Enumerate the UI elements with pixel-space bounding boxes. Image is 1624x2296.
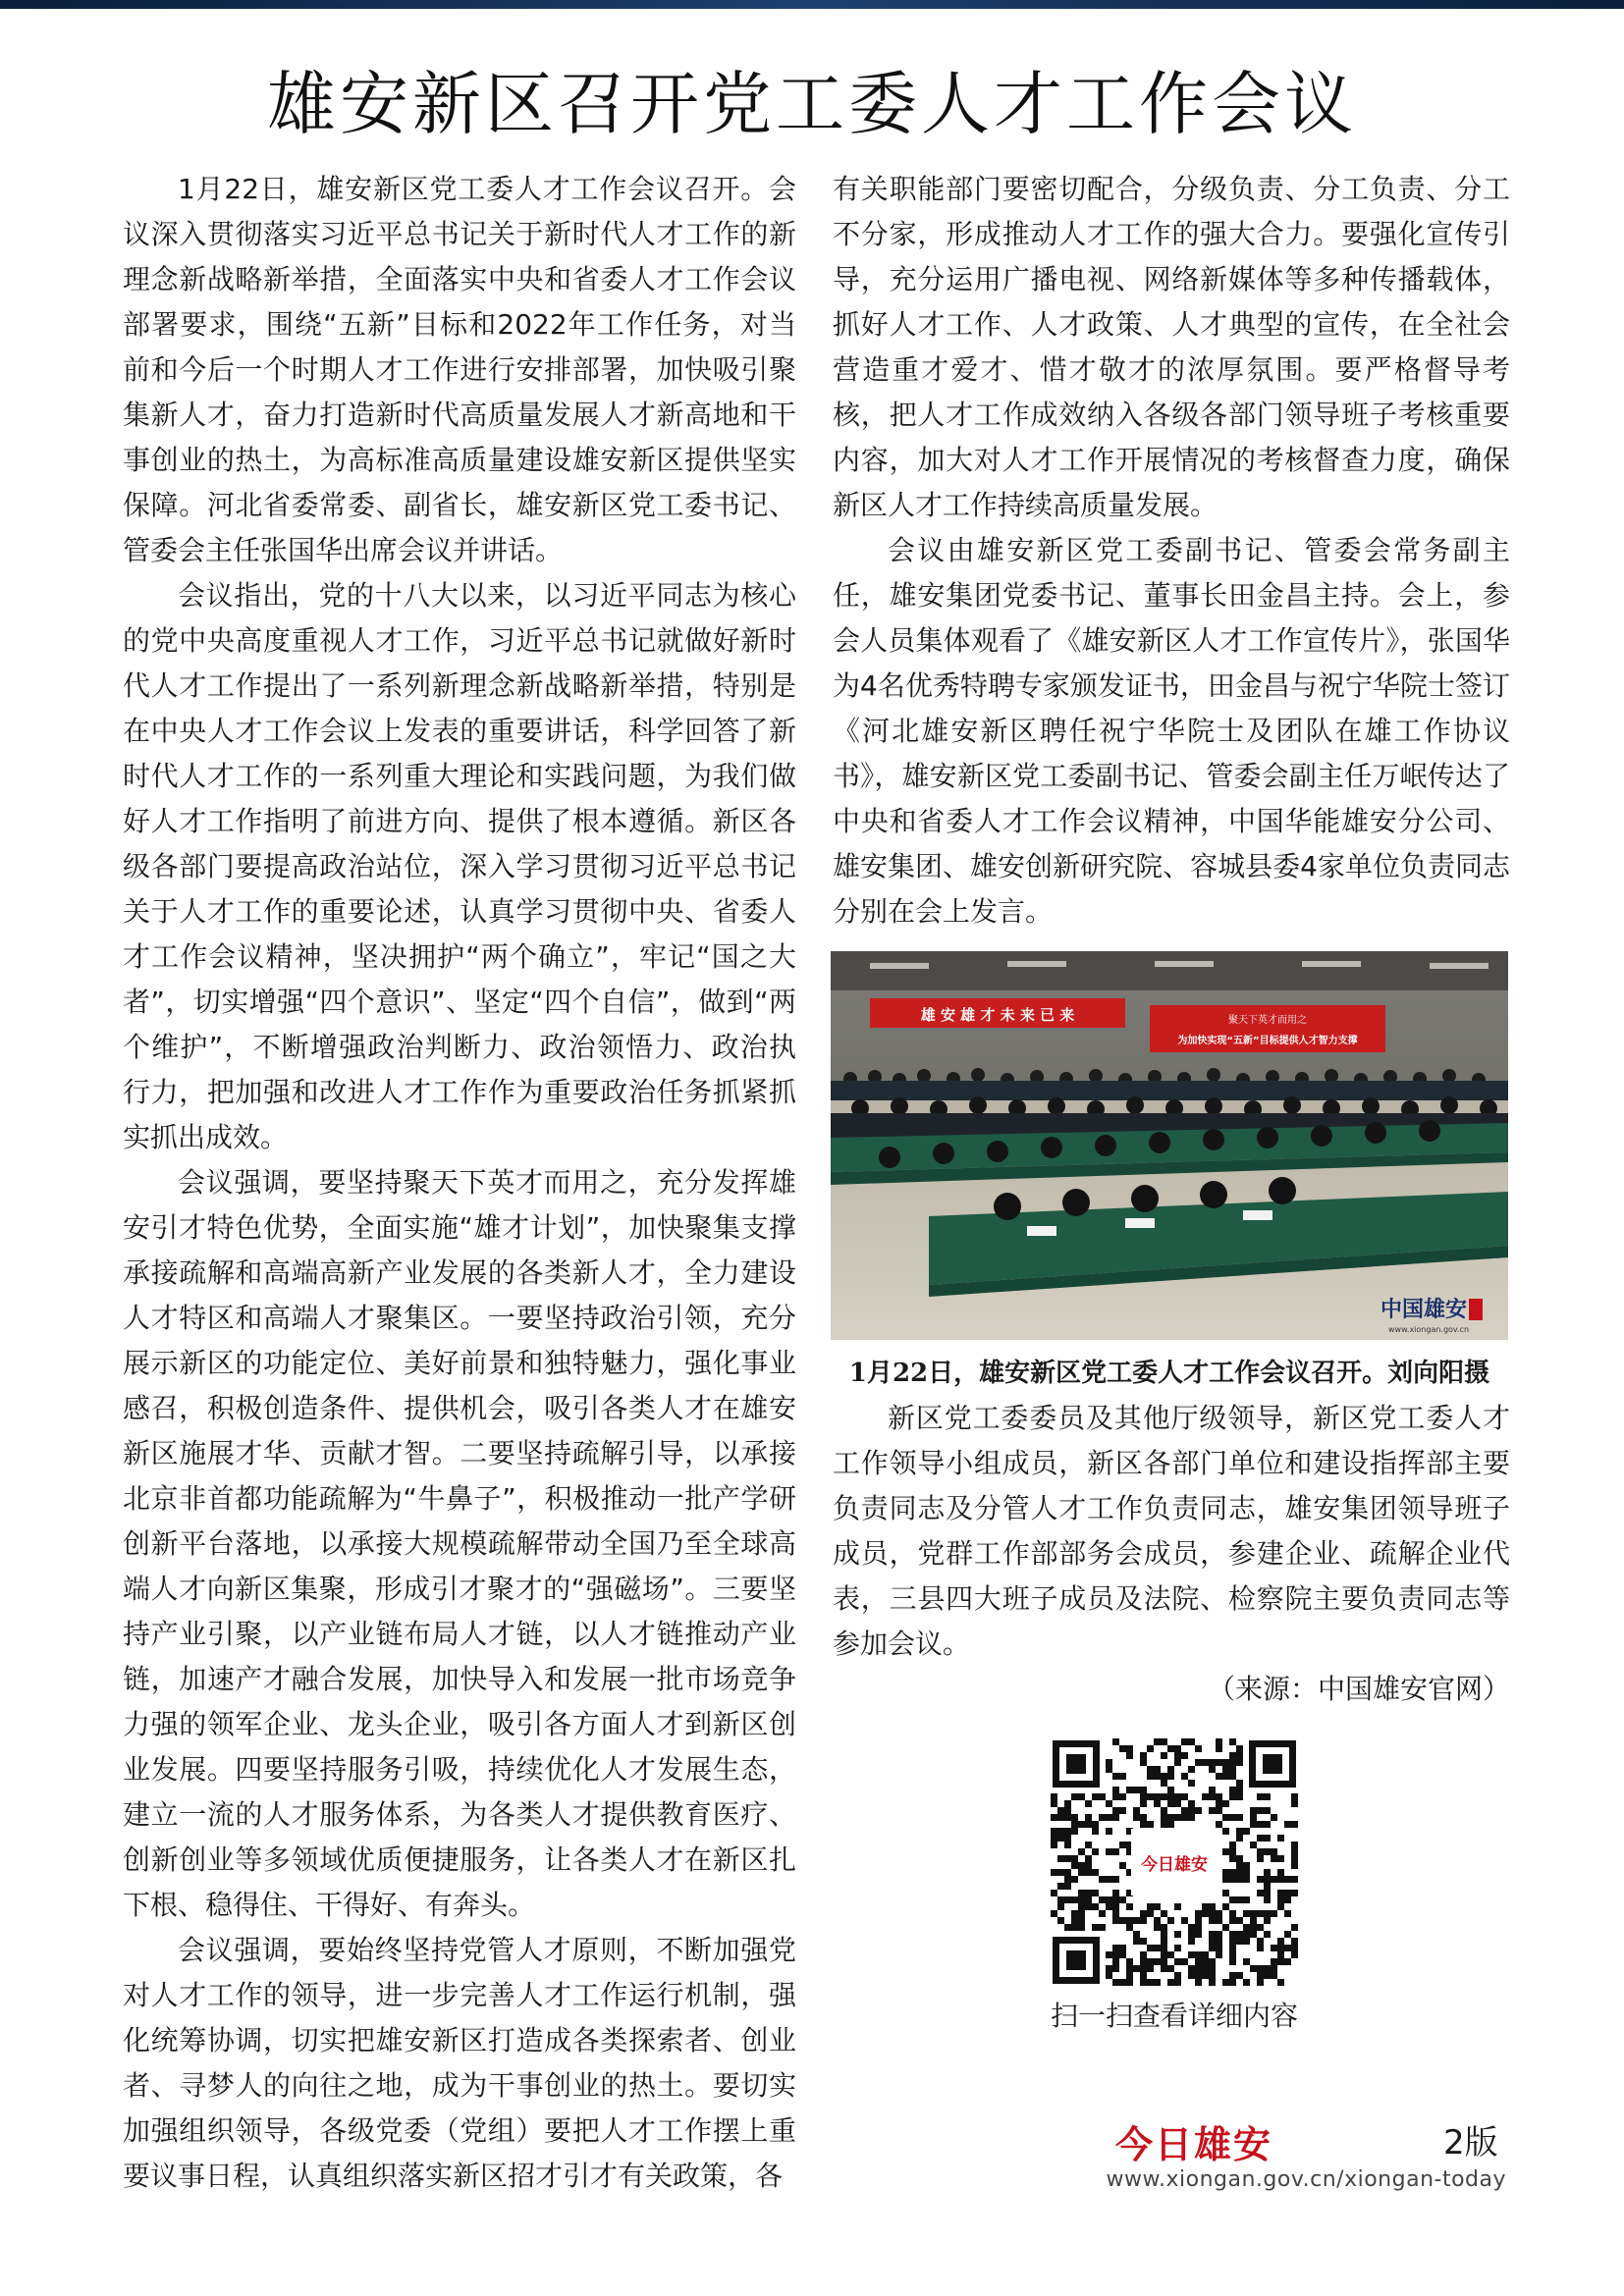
banner-right-line2: 为加快实现“五新”目标提供人才智力支撑 bbox=[1177, 1036, 1358, 1046]
top-bar bbox=[0, 0, 1624, 9]
qr-logo-text: 今日雄安 bbox=[1141, 1855, 1208, 1875]
banner-right-line1: 聚天下英才而用之 bbox=[1228, 1015, 1307, 1026]
banner-left-text: 雄 安 雄 才 未 来 已 来 bbox=[920, 1006, 1075, 1024]
paragraph: 会议指出，党的十八大以来，以习近平同志为核心的党中央高度重视人才工作，习近平总书记就做好新时代人才工作提出了一系列新理念新战略新举措，特别是在中央人才工作会议上发表的重要讲话，科学回答了新时代人才工作的一系列重大理论和实践问题，为我们做好人才工作指明了前进方向、提供了根本遵循。新区各级各部门要提高政治站位，深入学习贯彻习近平总书记关于人才工作的重要论述，认真学习贯彻中央、省委人才工作会议精神，坚决拥护“两个确立”，牢记“国之大者”，切实增强“四个意识”、坚定“四个自信”，做到“两个维护”，不断增强政治判断力、政治领悟力、政治执行力，把加强和改进人才工作作为重要政治任务抓紧抓实抓出成效。 bbox=[123, 579, 796, 1153]
photo-watermark-url: www.xiongan.gov.cn bbox=[1388, 1325, 1470, 1334]
article-right-column-lower bbox=[833, 1396, 1510, 1712]
photo-caption: 1月22日，雄安新区党工委人才工作会议召开。刘向阳摄 bbox=[848, 1359, 1490, 1388]
paragraph: 会议由雄安新区党工委副书记、管委会常务副主任，雄安集团党委书记、董事长田金昌主持。会上，参会人员集体观看了《雄安新区人才工作宣传片》，张国华为4名优秀特聘专家颁发证书，田金昌与祝宁华院士签订《河北雄安新区聘任祝宁华院士及团队在雄工作协议书》，雄安新区党工委副书记、管委会副主任万岷传达了中央和省委人才工作会议精神，中国华能雄安分公司、雄安集团、雄安创新研究院、容城县委4家单位负责同志分别在会上发言。 bbox=[833, 534, 1510, 928]
page-title: 雄安新区召开党工委人才工作会议 bbox=[267, 64, 1357, 144]
paragraph: 有关职能部门要密切配合，分级负责、分工负责、分工不分家，形成推动人才工作的强大合力。要强化宣传引导，充分运用广播电视、网络新媒体等多种传播载体，抓好人才工作、人才政策、人才典型的宣传，在全社会营造重才爱才、惜才敬才的浓厚氛围。要严格督导考核，把人才工作成效纳入各级各部门领导班子考核重要内容，加大对人才工作开展情况的考核督查力度，确保新区人才工作持续高质量发展。 bbox=[833, 173, 1510, 521]
article-source: （来源：中国雄安官网） bbox=[1207, 1673, 1510, 1705]
footer-url[interactable]: www.xiongan.gov.cn/xiongan-today bbox=[1106, 2167, 1506, 2192]
paragraph: 会议强调，要始终坚持党管人才原则，不断加强党对人才工作的领导，进一步完善人才工作运行机制，强化统筹协调，切实把雄安新区打造成各类探索者、创业者、寻梦人的向往之地，成为干事创业的热土。要切实加强组织领导，各级党委（党组）要把人才工作摆上重要议事日程，认真组织落实新区招才引才有关政策，各 bbox=[123, 1934, 796, 2192]
page-number: 2版 bbox=[1443, 2123, 1498, 2163]
paragraph: 1月22日，雄安新区党工委人才工作会议召开。会议深入贯彻落实习近平总书记关于新时代人才工作的新理念新战略新举措，全面落实中央和省委人才工作会议部署要求，围绕“五新”目标和2022年工作任务，对当前和今后一个时期人才工作进行安排部署，加快吸引聚集新人才，奋力打造新时代高质量发展人才新高地和干事创业的热土，为高标准高质量建设雄安新区提供坚实保障。河北省委常委、副省长，雄安新区党工委书记、管委会主任张国华出席会议并讲话。 bbox=[123, 173, 796, 566]
photo-watermark: 中国雄安 bbox=[1380, 1297, 1468, 1322]
footer-brand-logo: 今日雄安 bbox=[1115, 2122, 1273, 2166]
qr-caption: 扫一扫查看详细内容 bbox=[1050, 2000, 1298, 2032]
qr-code[interactable] bbox=[1047, 1735, 1302, 1990]
article-left-column bbox=[123, 167, 796, 2199]
paragraph: 新区党工委委员及其他厅级领导，新区党工委人才工作领导小组成员，新区各部门单位和建设指挥部主要负责同志及分管人才工作负责同志，雄安集团领导班子成员，党群工作部部务会成员，参建企业、疏解企业代表，三县四大班子成员及法院、检察院主要负责同志等参加会议。 bbox=[833, 1402, 1510, 1660]
article-right-column bbox=[833, 167, 1510, 934]
paragraph: 会议强调，要坚持聚天下英才而用之，充分发挥雄安引才特色优势，全面实施“雄才计划”，加快聚集支撑承接疏解和高端高新产业发展的各类新人才，全力建设人才特区和高端人才聚集区。一要坚持政治引领，充分展示新区的功能定位、美好前景和独特魅力，强化事业感召，积极创造条件、提供机会，吸引各类人才在雄安新区施展才华、贡献才智。二要坚持疏解引导，以承接北京非首都功能疏解为“牛鼻子”，积极推动一批产学研创新平台落地，以承接大规模疏解带动全国乃至全球高端人才向新区集聚，形成引才聚才的“强磁场”。三要坚持产业引聚，以产业链布局人才链，以人才链推动产业链，加速产才融合发展，加快导入和发展一批市场竞争力强的领军企业、龙头企业，吸引各方面人才到新区创业发展。四要坚持服务引吸，持续优化人才发展生态，建立一流的人才服务体系，为各类人才提供教育医疗、创新创业等多领域优质便捷服务，让各类人才在新区扎下根、稳得住、干得好、有奔头。 bbox=[123, 1166, 796, 1921]
meeting-photo bbox=[831, 951, 1508, 1340]
